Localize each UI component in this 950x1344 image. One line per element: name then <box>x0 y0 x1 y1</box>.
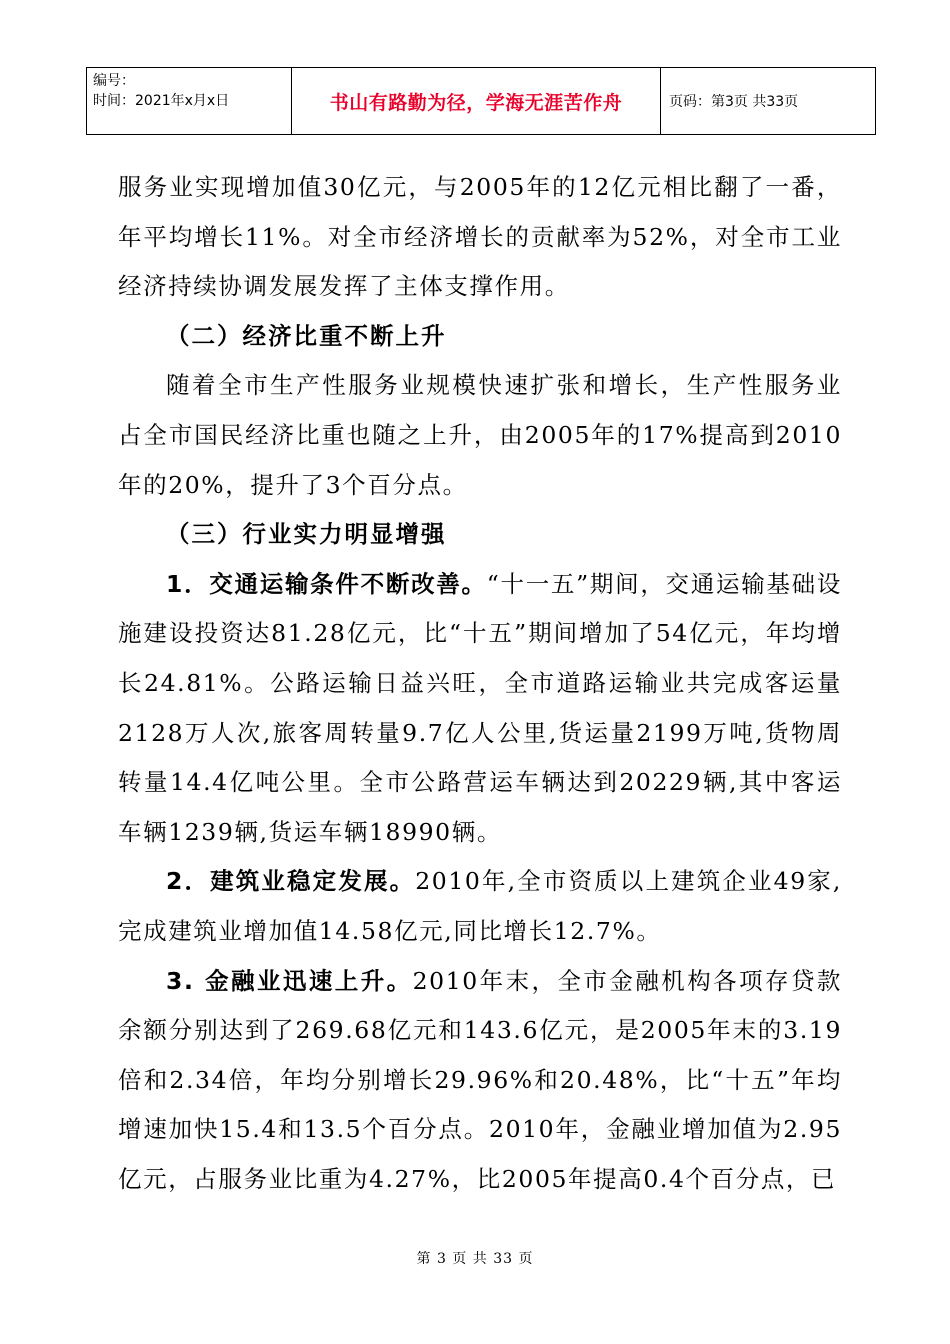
header-motto-cell <box>292 68 661 135</box>
paragraph-finance <box>118 957 842 1205</box>
header-meta-cell <box>87 68 292 135</box>
section-heading-2: （二）经济比重不断上升 <box>166 321 447 350</box>
page-header <box>86 67 876 135</box>
page-footer: 第 3 页 共 33 页 <box>416 1251 534 1267</box>
document-time-label: 时间：2021年x月x日 <box>93 93 230 109</box>
header-page-label: 页码：第3页 共33页 <box>669 94 799 110</box>
item-text-transport: “十一五”期间，交通运输基础设施建设投资达81.28亿元，比“十五”期间增加了54亿元，年均增长24.81%。公路运输日益兴旺，全市道路运输业共完成客运量2128万人次,旅客周转量9.7亿人公里,货运量2199万吨,货物周转量14.4亿吨公里。全市公路营运车辆达到20229辆,其中客运车辆1239辆,货运车辆18990辆。 <box>118 569 842 846</box>
document-body <box>118 163 842 1204</box>
section-heading-3: （三）行业实力明显增强 <box>166 520 447 549</box>
item-lead-transport: 1．交通运输条件不断改善。 <box>166 569 487 598</box>
header-page-cell <box>661 68 876 135</box>
item-lead-construction: 2．建筑业稳定发展。 <box>166 867 416 896</box>
header-motto: 书山有路勤为径，学海无涯苦作舟 <box>329 91 623 114</box>
paragraph-continuation: 服务业实现增加值30亿元，与2005年的12亿元相比翻了一番，年平均增长11%。对全市经济增长的贡献率为52%，对全市工业经济持续协调发展发挥了主体支撑作用。 <box>118 173 842 301</box>
document-number-label: 编号： <box>93 73 135 89</box>
paragraph-share: 随着全市生产性服务业规模快速扩张和增长，生产性服务业占全市国民经济比重也随之上升，由2005年的17%提高到2010年的20%，提升了3个百分点。 <box>118 371 842 499</box>
item-text-finance: 2010年末，全市金融机构各项存贷款余额分别达到了269.68亿元和143.6亿元，是2005年末的3.19倍和2.34倍，年均分别增长29.96%和20.48%，比“十五”年均增速加快15.4和13.5个百分点。2010年，金融业增加值为2.95亿元，占服务业比重为4.27%，比2005年提高0.4个百分点，已 <box>118 966 842 1193</box>
item-text-construction: 2010年,全市资质以上建筑企业49家,完成建筑业增加值14.58亿元,同比增长12.7%。 <box>118 867 842 945</box>
item-lead-finance: 3. 金融业迅速上升。 <box>166 966 413 995</box>
paragraph-construction <box>118 857 842 956</box>
paragraph-transport <box>118 560 842 858</box>
